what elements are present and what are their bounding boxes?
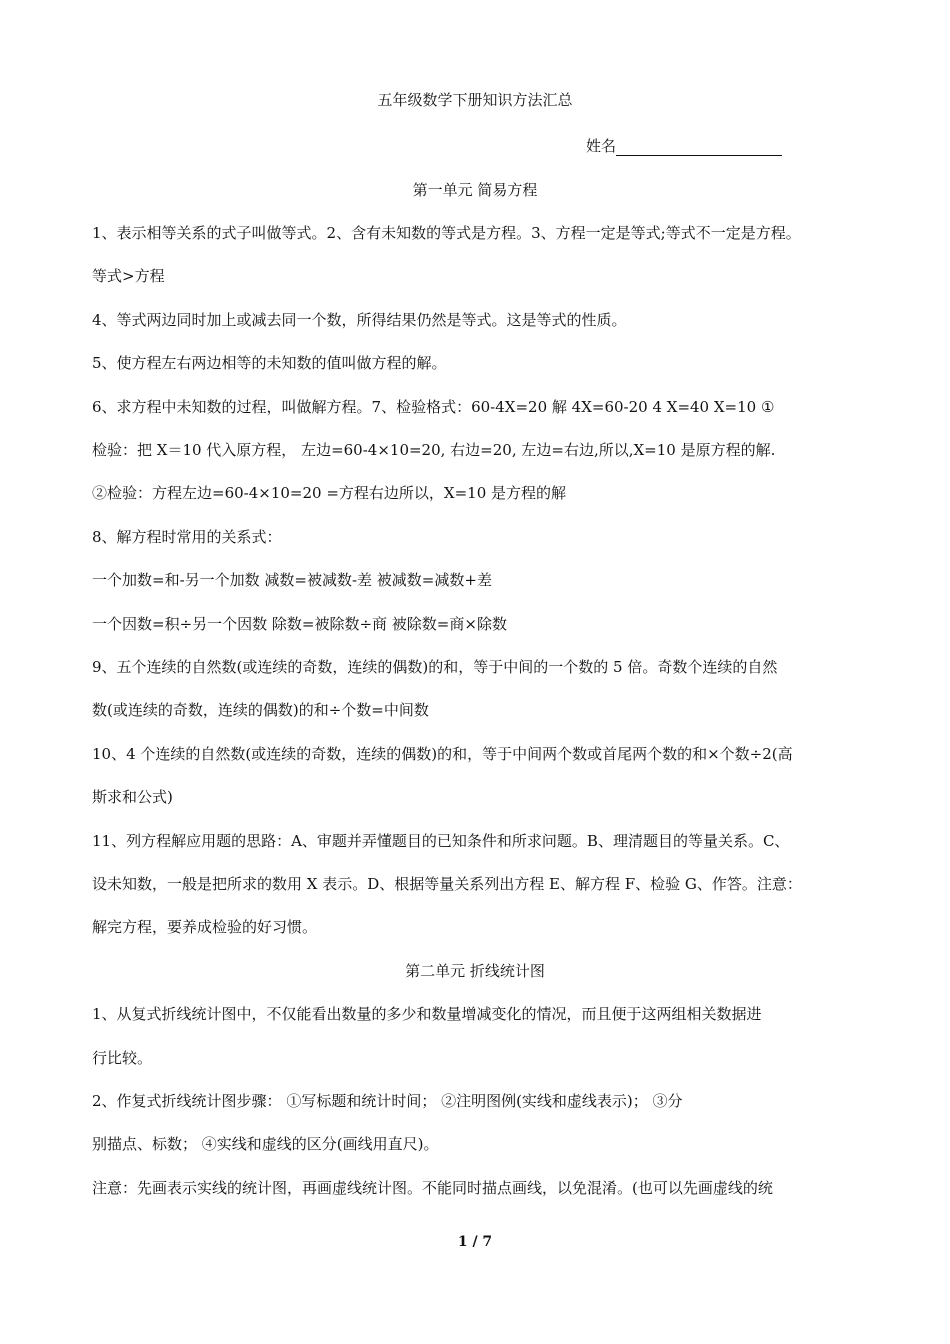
paragraph-line: 别描点、标数； ④实线和虚线的区分(画线用直尺)。 — [92, 1135, 439, 1153]
paragraph-line: ②检验：方程左边=60-4×10=20 =方程右边所以，X=10 是方程的解 — [92, 484, 567, 502]
paragraph-line: 1、从复式折线统计图中，不仅能看出数量的多少和数量增减变化的情况，而且便于这两组相关数据进 — [92, 1005, 762, 1023]
paragraph-line: 2、作复式折线统计图步骤： ①写标题和统计时间； ②注明图例(实线和虚线表示)； ③分 — [92, 1092, 683, 1110]
name-blank-line — [616, 139, 782, 156]
paragraph-line: 5、使方程左右两边相等的未知数的值叫做方程的解。 — [92, 354, 447, 372]
name-label: 姓名 — [586, 137, 617, 155]
paragraph-line: 行比较。 — [92, 1049, 153, 1067]
unit2-heading: 第二单元 折线统计图 — [405, 962, 545, 980]
paragraph-line: 8、解方程时常用的关系式： — [92, 528, 282, 546]
unit1-heading: 第一单元 简易方程 — [412, 181, 538, 199]
paragraph-line: 11、列方程解应用题的思路：A、审题并弄懂题目的已知条件和所求问题。B、理清题目的等量关系。C、 — [92, 832, 790, 850]
paragraph-line: 10、4 个连续的自然数(或连续的奇数，连续的偶数)的和，等于中间两个数或首尾两个数的和×个数÷2(高 — [92, 745, 793, 763]
paragraph-line: 一个加数=和-另一个加数 减数=被减数-差 被减数=减数+差 — [92, 571, 492, 589]
paragraph-line: 1、表示相等关系的式子叫做等式。2、含有未知数的等式是方程。3、方程一定是等式;等式不一定是方程。 — [92, 224, 801, 242]
paragraph-line: 解完方程，要养成检验的好习惯。 — [92, 918, 318, 936]
paragraph-line: 设未知数，一般是把所求的数用 X 表示。D、根据等量关系列出方程 E、解方程 F、检验 G、作答。注意： — [92, 875, 802, 893]
paragraph-line: 9、五个连续的自然数(或连续的奇数，连续的偶数)的和，等于中间的一个数的 5 倍。奇数个连续的自然 — [92, 658, 778, 676]
paragraph-line: 检验：把 X＝10 代入原方程， 左边=60-4×10=20, 右边=20, 左边=右边,所以,X=10 是原方程的解. — [92, 441, 776, 459]
paragraph-line: 注意：先画表示实线的统计图，再画虚线统计图。不能同时描点画线，以免混淆。(也可以先画虚线的统 — [92, 1179, 773, 1197]
paragraph-line: 一个因数=积÷另一个因数 除数=被除数÷商 被除数=商×除数 — [92, 615, 507, 633]
paragraph-line: 4、等式两边同时加上或减去同一个数，所得结果仍然是等式。这是等式的性质。 — [92, 311, 627, 329]
paragraph-line: 等式>方程 — [92, 267, 165, 285]
page-number: 1 / 7 — [457, 1234, 493, 1250]
paragraph-line: 数(或连续的奇数，连续的偶数)的和÷个数=中间数 — [92, 701, 429, 719]
paragraph-line: 6、求方程中未知数的过程，叫做解方程。7、检验格式：60-4X=20 解 4X=60-20 4 X=40 X=10 ① — [92, 398, 775, 416]
name-field — [586, 136, 782, 156]
page-title: 五年级数学下册知识方法汇总 — [377, 91, 573, 109]
paragraph-line: 斯求和公式) — [92, 788, 173, 806]
